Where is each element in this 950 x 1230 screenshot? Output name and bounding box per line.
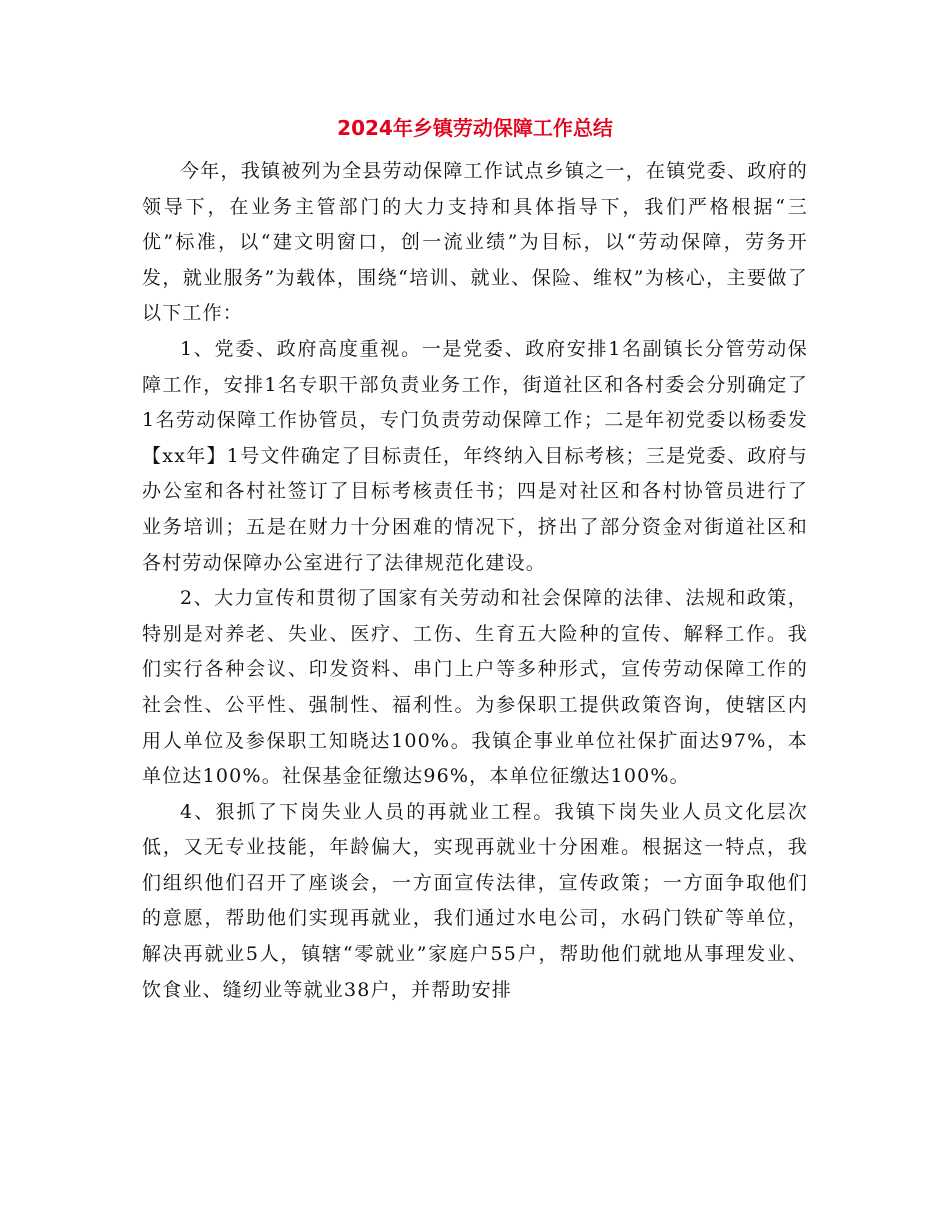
paragraph-item-4: 4、狠抓了下岗失业人员的再就业工程。我镇下岗失业人员文化层次低，又无专业技能，年龄偏大，实现再就业十分困难。根据这一特点，我们组织他们召开了座谈会，一方面宣传法律，宣传政策；一方面争取他们的意愿，帮助他们实现再就业，我们通过水电公司，水码门铁矿等单位，解决再就业5人，镇辖“零就业”家庭户55户，帮助他们就地从事理发业、饮食业、缝纫业等就业38户，并帮助安排 bbox=[142, 800, 808, 1001]
paragraph-intro: 今年，我镇被列为全县劳动保障工作试点乡镇之一，在镇党委、政府的领导下，在业务主管部门的大力支持和具体指导下，我们严格根据“三优”标准，以“建文明窗口，创一流业绩”为目标，以“劳动保障，劳务开发，就业服务”为载体，围绕“培训、就业、保险、维权”为核心，主要做了以下工作： bbox=[142, 160, 808, 325]
document-page bbox=[142, 108, 808, 1008]
paragraph-item-1: 1、党委、政府高度重视。一是党委、政府安排1名副镇长分管劳动保障工作，安排1名专职干部负责业务工作，街道社区和各村委会分别确定了1名劳动保障工作协管员，专门负责劳动保障工作；二是年初党委以杨委发【xx年】1号文件确定了目标责任，年终纳入目标考核；三是党委、政府与办公室和各村社签订了目标考核责任书；四是对社区和各村协管员进行了业务培训；五是在财力十分困难的情况下，挤出了部分资金对街道社区和各村劳动保障办公室进行了法律规范化建设。 bbox=[142, 337, 808, 574]
paragraph-item-2: 2、大力宣传和贯彻了国家有关劳动和社会保障的法律、法规和政策，特别是对养老、失业、医疗、工伤、生育五大险种的宣传、解释工作。我们实行各种会议、印发资料、串门上户等多种形式，宣传劳动保障工作的社会性、公平性、强制性、福利性。为参保职工提供政策咨询，使辖区内用人单位及参保职工知晓达100%。我镇企事业单位社保扩面达97%，本单位达100%。社保基金征缴达96%，本单位征缴达100%。 bbox=[142, 587, 808, 788]
document-title: 2024年乡镇劳动保障工作总结 bbox=[337, 116, 613, 140]
